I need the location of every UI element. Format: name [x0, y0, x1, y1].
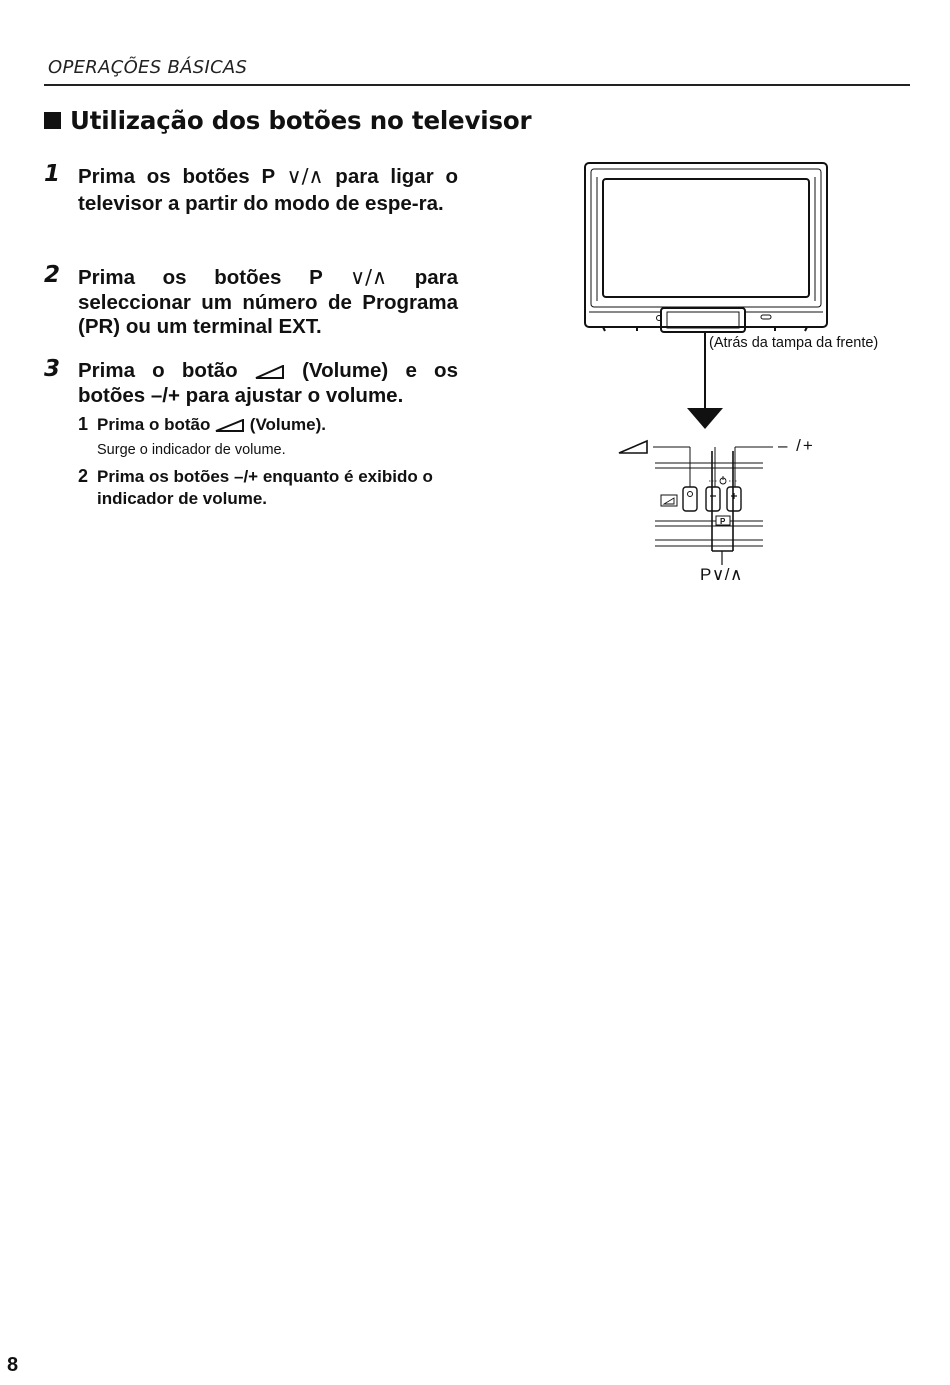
step-text-a: Prima o botão — [78, 359, 255, 382]
substep-text — [97, 466, 468, 510]
step-text — [78, 163, 458, 217]
step-text-a: Prima os botões P — [78, 266, 351, 289]
step-2 — [44, 262, 458, 340]
step-text-b: para seleccionar um número de Programa (PR) ou um terminal EXT. — [78, 266, 458, 338]
step-3 — [44, 358, 458, 408]
step-text-c: para ajustar o volume. — [179, 384, 404, 407]
section-header: OPERAÇÕES BÁSICAS — [48, 57, 248, 78]
substep-text-b: enquanto é exibido o indicador de volume. — [97, 467, 433, 508]
substep-text-b: (Volume). — [245, 415, 326, 434]
step-1 — [44, 163, 458, 217]
program-label: P∨/∧ — [700, 565, 743, 584]
button-p-label: P — [720, 517, 726, 526]
volume-icon — [215, 419, 245, 432]
page-title-text: Utilização dos botões no televisor — [70, 106, 532, 135]
tv-figure — [575, 155, 915, 595]
substep-text — [97, 414, 468, 436]
program-symbol: ∨/∧ — [350, 265, 388, 289]
substep-note: Surge o indicador de volume. — [97, 442, 286, 458]
front-cover-label: (Atrás da tampa da frente) — [709, 335, 879, 351]
minus-plus-symbol: –/+ — [233, 467, 259, 486]
step-number: 2 — [44, 262, 61, 288]
step-number: 1 — [44, 161, 61, 187]
program-symbol: ∨/∧ — [286, 164, 324, 188]
step-text-b: para ligar o televisor a partir do modo de espe-ra. — [78, 165, 458, 215]
tv-illustration — [575, 155, 915, 595]
substep-2 — [78, 466, 468, 510]
step-text — [78, 358, 458, 408]
substep-text-a: Prima o botão — [97, 415, 216, 434]
page-number: 8 — [7, 1354, 19, 1376]
substep-number: 2 — [78, 466, 89, 486]
power-icon — [720, 476, 726, 484]
substep-1 — [78, 414, 468, 460]
arrow-down-icon — [687, 408, 723, 429]
step-text-a: Prima os botões P — [78, 165, 287, 188]
title-square-icon — [44, 112, 61, 129]
page-title — [44, 106, 531, 135]
header-rule — [44, 84, 910, 86]
substep-text-a: Prima os botões — [97, 467, 234, 486]
substep-number: 1 — [78, 414, 89, 434]
step-text-b: (Volume) e os botões — [78, 359, 458, 407]
minus-plus-label: – /+ — [778, 436, 815, 455]
volume-icon — [619, 441, 647, 453]
step-number: 3 — [44, 356, 61, 382]
minus-plus-symbol: –/+ — [150, 384, 180, 407]
volume-icon — [255, 365, 285, 379]
step-text — [78, 265, 458, 340]
